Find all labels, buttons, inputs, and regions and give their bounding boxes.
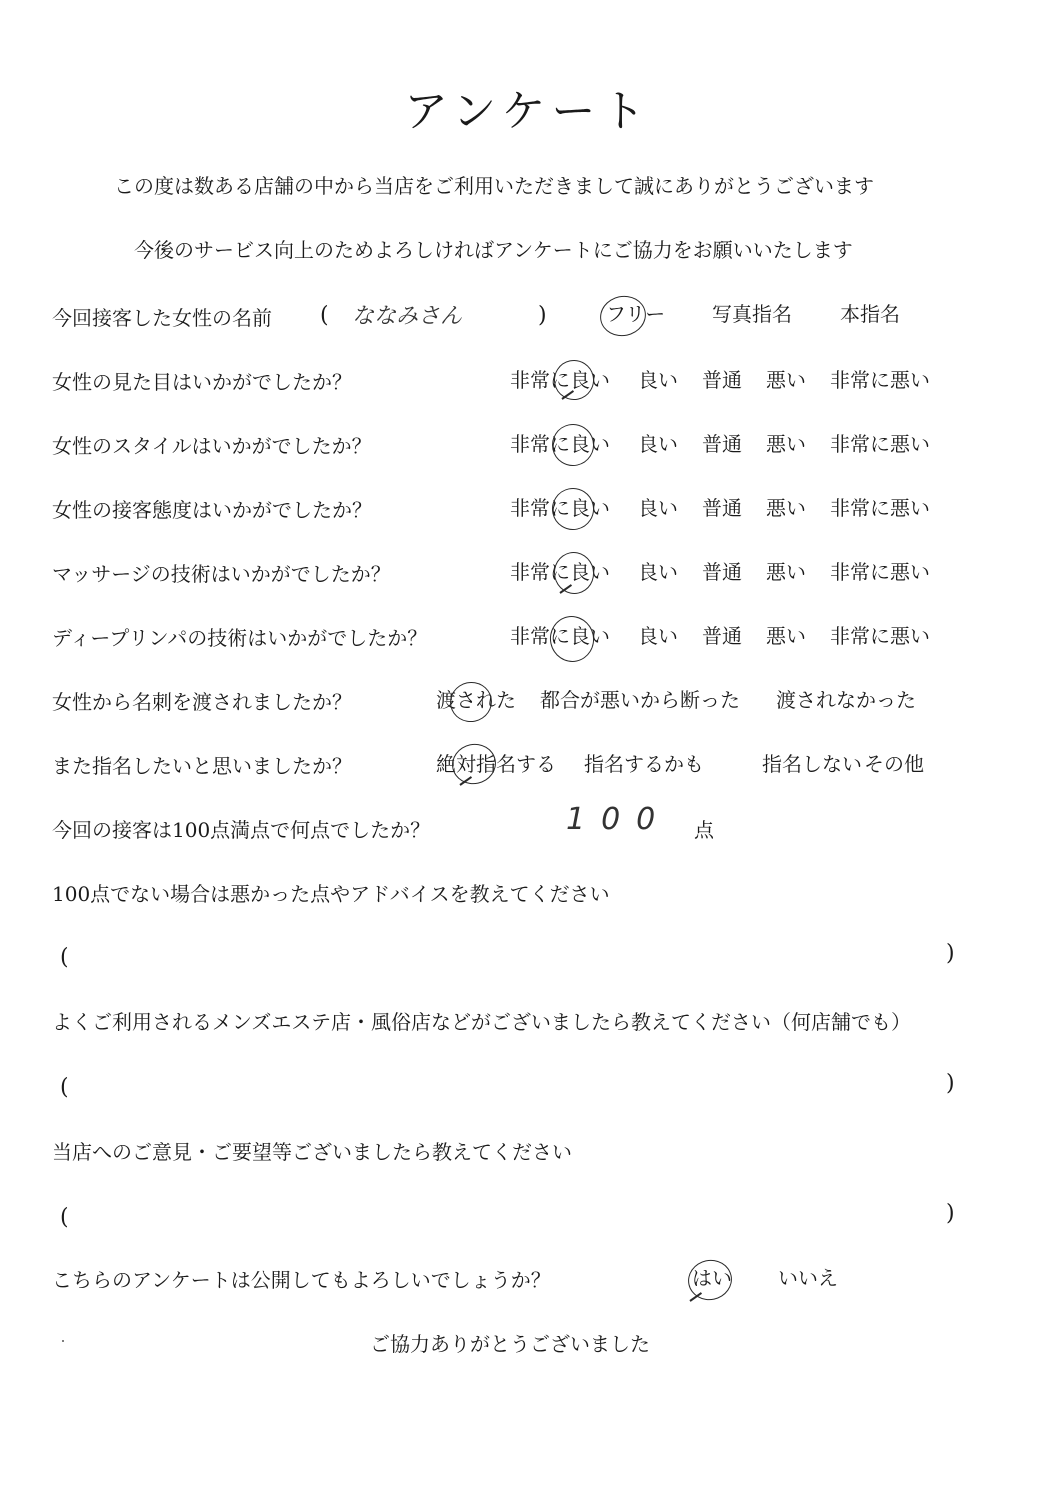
option-card-received[interactable]: 渡された [436, 688, 516, 712]
name-question-label: 今回接客した女性の名前 [52, 306, 272, 330]
rating-deep-lymph-average[interactable]: 普通 [702, 624, 742, 648]
option-other[interactable]: その他 [864, 752, 924, 776]
rating-style-very-good[interactable]: 非常に良い [510, 432, 610, 456]
option-might-nominate[interactable]: 指名するかも [584, 752, 704, 776]
rating-question-deep-lymph: ディープリンパの技術はいかがでしたか？ [52, 626, 428, 650]
score-question-label: 今回の接客は100点満点で何点でしたか？ [52, 818, 431, 842]
rating-question-appearance: 女性の見た目はいかがでしたか？ [52, 370, 352, 394]
rating-massage-very-good[interactable]: 非常に良い [510, 560, 610, 584]
intro-line-1: この度は数ある店舗の中から当店をご利用いただきまして誠にありがとうございます [114, 174, 874, 198]
feedback-close-paren: ) [946, 1201, 955, 1226]
selection-circle-attitude [548, 484, 598, 534]
rating-appearance-good[interactable]: 良い [638, 368, 678, 392]
selection-circle-deep-lymph [546, 612, 599, 666]
rating-deep-lymph-very-good[interactable]: 非常に良い [510, 624, 610, 648]
feedback-open-paren: ( [60, 1205, 69, 1230]
survey-title: アンケート [404, 86, 652, 137]
handwritten-name: ななみさん [352, 304, 463, 329]
other-shops-question-label: よくご利用されるメンズエステ店・風俗店などがございましたら教えてください（何店舗でも） [52, 1010, 911, 1034]
other-shops-open-paren: ( [60, 1075, 69, 1100]
rating-question-attitude: 女性の接客態度はいかがでしたか？ [52, 498, 372, 522]
rating-deep-lymph-very-bad[interactable]: 非常に悪い [830, 624, 930, 648]
rating-appearance-bad[interactable]: 悪い [766, 368, 806, 392]
advice-question-label: 100点でない場合は悪かった点やアドバイスを教えてください [52, 882, 610, 906]
option-publish-no[interactable]: いいえ [778, 1266, 838, 1290]
selection-circle-style [548, 420, 598, 470]
selection-circle-revisit [448, 740, 499, 788]
rating-attitude-very-bad[interactable]: 非常に悪い [830, 496, 930, 520]
rating-attitude-bad[interactable]: 悪い [766, 496, 806, 520]
advice-open-paren: ( [60, 945, 69, 970]
closing-message: ご協力ありがとうございました [370, 1332, 650, 1356]
publish-question-label: こちらのアンケートは公開してもよろしいでしょうか？ [52, 1268, 551, 1292]
selection-circle-free [596, 292, 649, 341]
feedback-question-label: 当店へのご意見・ご要望等ございましたら教えてください [52, 1140, 572, 1164]
rating-appearance-very-good[interactable]: 非常に良い [510, 368, 610, 392]
rating-attitude-average[interactable]: 普通 [702, 496, 742, 520]
rating-style-good[interactable]: 良い [638, 432, 678, 456]
option-main-nomination[interactable]: 本指名 [840, 302, 900, 326]
selection-circle-massage [550, 548, 598, 597]
rating-attitude-very-good[interactable]: 非常に良い [510, 496, 610, 520]
rating-attitude-good[interactable]: 良い [638, 496, 678, 520]
rating-appearance-average[interactable]: 普通 [702, 368, 742, 392]
rating-massage-good[interactable]: 良い [638, 560, 678, 584]
rating-question-massage: マッサージの技術はいかがでしたか？ [52, 562, 391, 586]
name-close-paren: ) [538, 303, 547, 328]
rating-massage-average[interactable]: 普通 [702, 560, 742, 584]
revisit-question-label: また指名したいと思いましたか？ [52, 754, 352, 778]
handwritten-score: 100 [566, 802, 672, 837]
intro-line-2: 今後のサービス向上のためよろしければアンケートにご協力をお願いいたします [134, 238, 853, 262]
rating-massage-bad[interactable]: 悪い [766, 560, 806, 584]
rating-question-style: 女性のスタイルはいかがでしたか？ [52, 434, 372, 458]
name-open-paren: ( [320, 303, 329, 328]
option-publish-yes[interactable]: はい [692, 1266, 732, 1290]
option-definitely-nominate[interactable]: 絶対指名する [436, 752, 556, 776]
rating-style-bad[interactable]: 悪い [766, 432, 806, 456]
score-unit: 点 [694, 818, 714, 842]
other-shops-close-paren: ) [946, 1071, 955, 1096]
rating-deep-lymph-bad[interactable]: 悪い [766, 624, 806, 648]
rating-massage-very-bad[interactable]: 非常に悪い [830, 560, 930, 584]
advice-close-paren: ) [946, 941, 955, 966]
option-free[interactable]: フリー [606, 302, 666, 326]
rating-deep-lymph-good[interactable]: 良い [638, 624, 678, 648]
rating-appearance-very-bad[interactable]: 非常に悪い [830, 368, 930, 392]
selection-circle-appearance [550, 356, 597, 403]
option-not-nominate[interactable]: 指名しない [762, 752, 862, 776]
option-card-not-received[interactable]: 渡されなかった [776, 688, 916, 712]
rating-style-very-bad[interactable]: 非常に悪い [830, 432, 930, 456]
scan-speck [62, 1340, 64, 1342]
rating-style-average[interactable]: 普通 [702, 432, 742, 456]
option-photo-nomination[interactable]: 写真指名 [712, 302, 792, 326]
business-card-question-label: 女性から名刺を渡されましたか？ [52, 690, 352, 714]
option-card-declined[interactable]: 都合が悪いから断った [540, 688, 740, 712]
